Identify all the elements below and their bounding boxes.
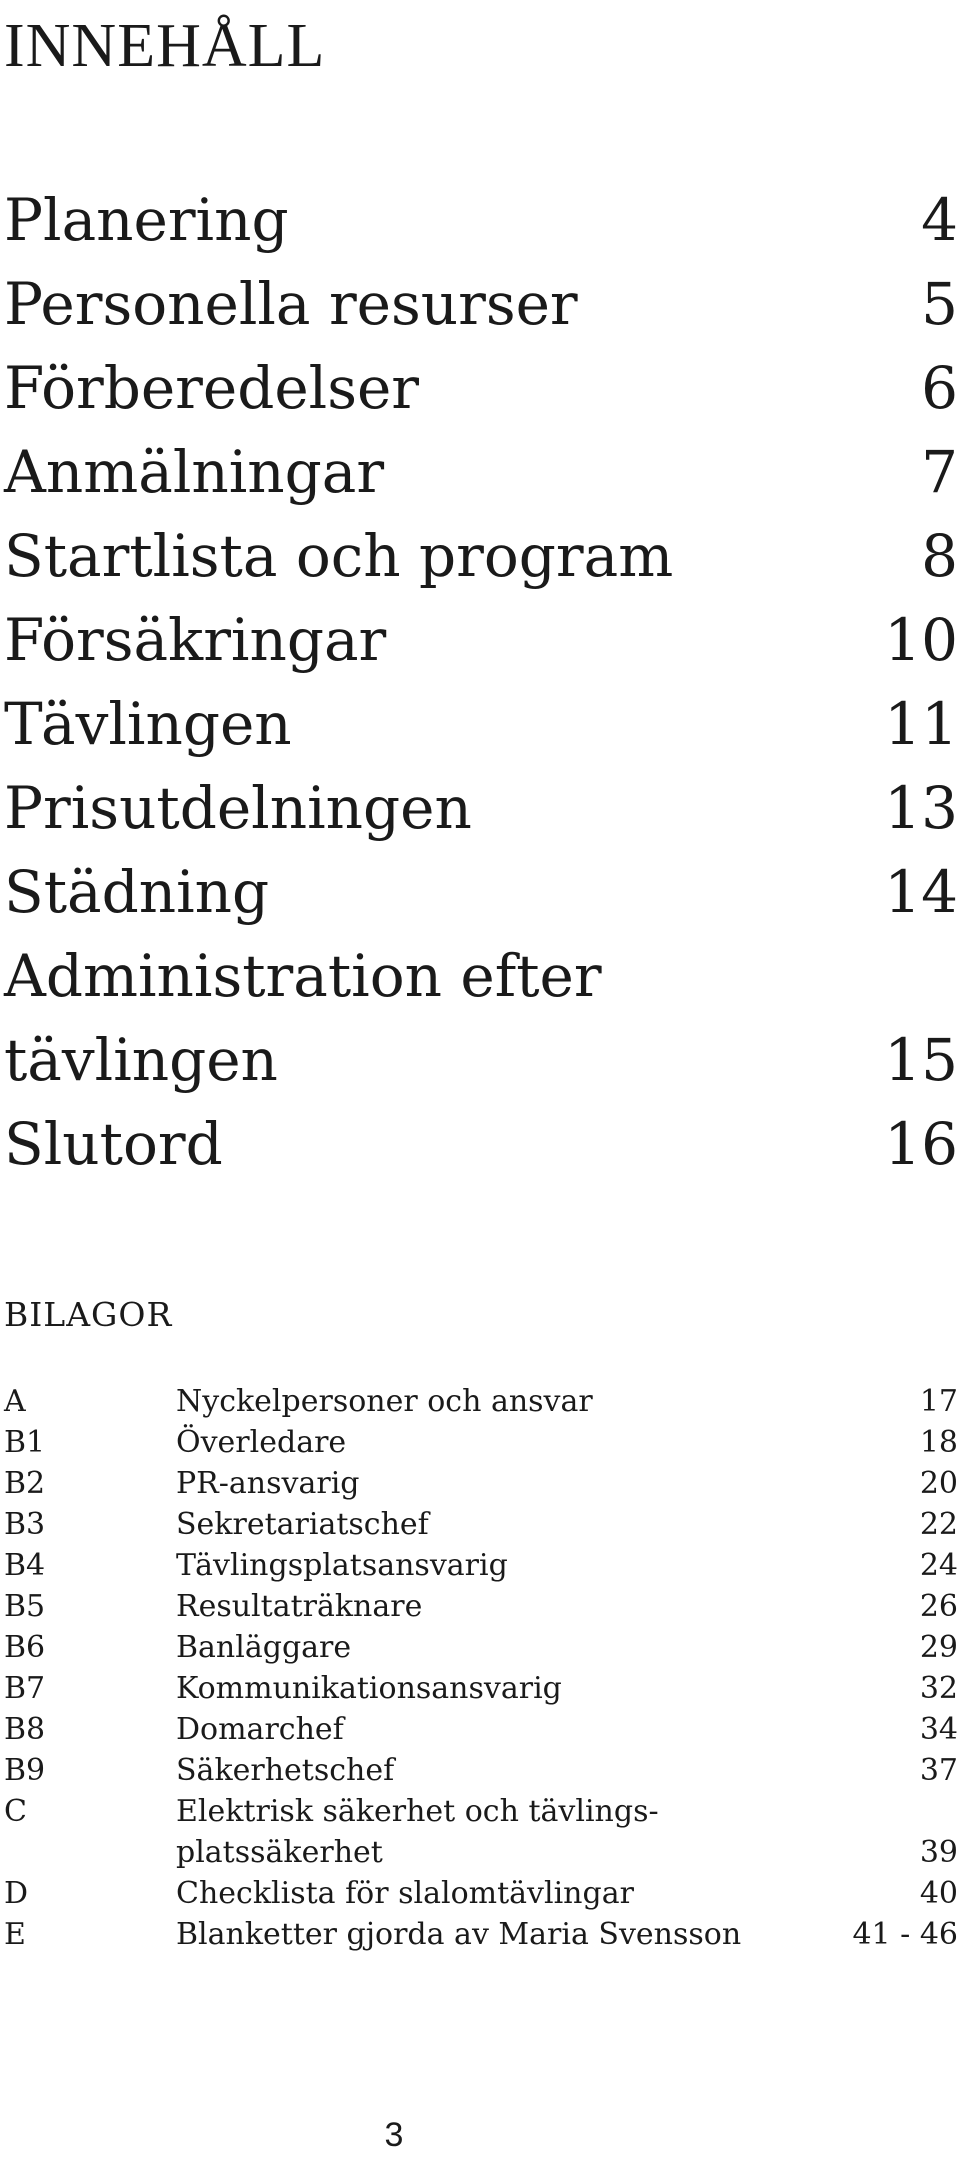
toc-page-number: 11 [884,690,958,758]
appendix-row [4,1709,960,1750]
appendix-row [4,1545,960,1586]
appendix-row [4,1504,960,1545]
toc-title: Administration efter [4,942,602,1010]
appendix-title: Kommunikationsansvarig [176,1671,562,1706]
appendix-title: PR-ansvarig [176,1466,360,1501]
appendix-row [4,1873,960,1914]
appendix-page-number: 26 [919,1589,958,1624]
toc-row [4,850,960,934]
appendix-title: Sekretariatschef [176,1507,429,1542]
toc-title: Tävlingen [4,690,292,758]
toc-title: Försäkringar [4,606,387,674]
toc-page-number: 8 [921,522,958,590]
appendices-heading: BILAGOR [4,1295,173,1334]
appendix-page-number: 18 [919,1425,958,1460]
appendix-page-number: 34 [919,1712,958,1747]
toc-title: Prisutdelningen [4,774,472,842]
toc-title: tävlingen [4,1026,278,1094]
appendix-row [4,1463,960,1504]
appendix-row [4,1627,960,1668]
appendix-title: Blanketter gjorda av Maria Svensson [176,1917,742,1952]
appendix-row [4,1791,960,1873]
toc-row [4,262,960,346]
appendix-code: B8 [4,1712,46,1747]
toc-title: Slutord [4,1110,223,1178]
appendices-list [4,1381,960,1955]
toc-title: Personella resurser [4,270,578,338]
toc-row [4,766,960,850]
toc-row [4,430,960,514]
appendix-code: C [4,1794,27,1829]
appendix-code: B1 [4,1425,46,1460]
toc-title: Förberedelser [4,354,420,422]
page-title: INNEHÅLL [4,12,326,80]
toc-page-number: 16 [884,1110,958,1178]
appendix-row [4,1750,960,1791]
toc-title: Startlista och program [4,522,674,590]
toc-page-number: 7 [921,438,958,506]
appendix-code: B2 [4,1466,46,1501]
toc-page-number: 10 [884,606,958,674]
appendix-code: B7 [4,1671,46,1706]
toc-page-number: 6 [921,354,958,422]
appendix-page-number: 20 [919,1466,958,1501]
toc-title: Planering [4,186,289,254]
toc-row [4,682,960,766]
appendix-title: Nyckelpersoner och ansvar [176,1384,593,1419]
appendix-page-number: 22 [919,1507,958,1542]
appendix-title: Resultaträknare [176,1589,423,1624]
appendix-code: D [4,1876,29,1911]
appendix-row [4,1422,960,1463]
toc-row [4,934,960,1018]
toc-page-number: 14 [884,858,958,926]
toc-row [4,1102,960,1186]
appendix-row [4,1668,960,1709]
toc-row [4,346,960,430]
appendix-page-number: 32 [919,1671,958,1706]
appendix-title: Banläggare [176,1630,352,1665]
toc-row [4,1018,960,1102]
toc-row [4,178,960,262]
appendix-title: Säkerhetschef [176,1753,395,1788]
table-of-contents [4,178,960,1186]
appendix-row [4,1586,960,1627]
appendix-title: Checklista för slalomtävlingar [176,1876,634,1911]
toc-title: Anmälningar [4,438,385,506]
appendix-page-number: 41 - 46 [852,1917,958,1952]
appendix-code: B6 [4,1630,46,1665]
toc-title: Städning [4,858,270,926]
appendix-page-number: 37 [919,1753,958,1788]
appendix-code: B9 [4,1753,46,1788]
appendix-title: Domarchef [176,1712,344,1747]
toc-row [4,514,960,598]
appendix-code: E [4,1917,26,1952]
toc-page-number: 4 [921,186,958,254]
page-number: 3 [384,2116,404,2154]
appendix-row [4,1381,960,1422]
toc-page-number: 13 [884,774,958,842]
appendix-code: B3 [4,1507,46,1542]
appendix-page-number: 24 [919,1548,958,1583]
appendix-code: B5 [4,1589,46,1624]
toc-page-number: 5 [921,270,958,338]
toc-page-number: 15 [884,1026,958,1094]
appendix-title: Tävlingsplatsansvarig [176,1548,508,1583]
toc-row [4,598,960,682]
appendix-code: B4 [4,1548,46,1583]
appendix-title: Överledare [176,1425,347,1460]
appendix-code: A [4,1384,26,1419]
appendix-page-number: 17 [919,1384,958,1419]
appendix-page-number: 40 [919,1876,958,1911]
appendix-title: Elektrisk säkerhet och tävlings- platssäkerhet [176,1794,659,1870]
appendix-page-number: 39 [919,1835,958,1870]
appendix-row [4,1914,960,1955]
appendix-page-number: 29 [919,1630,958,1665]
